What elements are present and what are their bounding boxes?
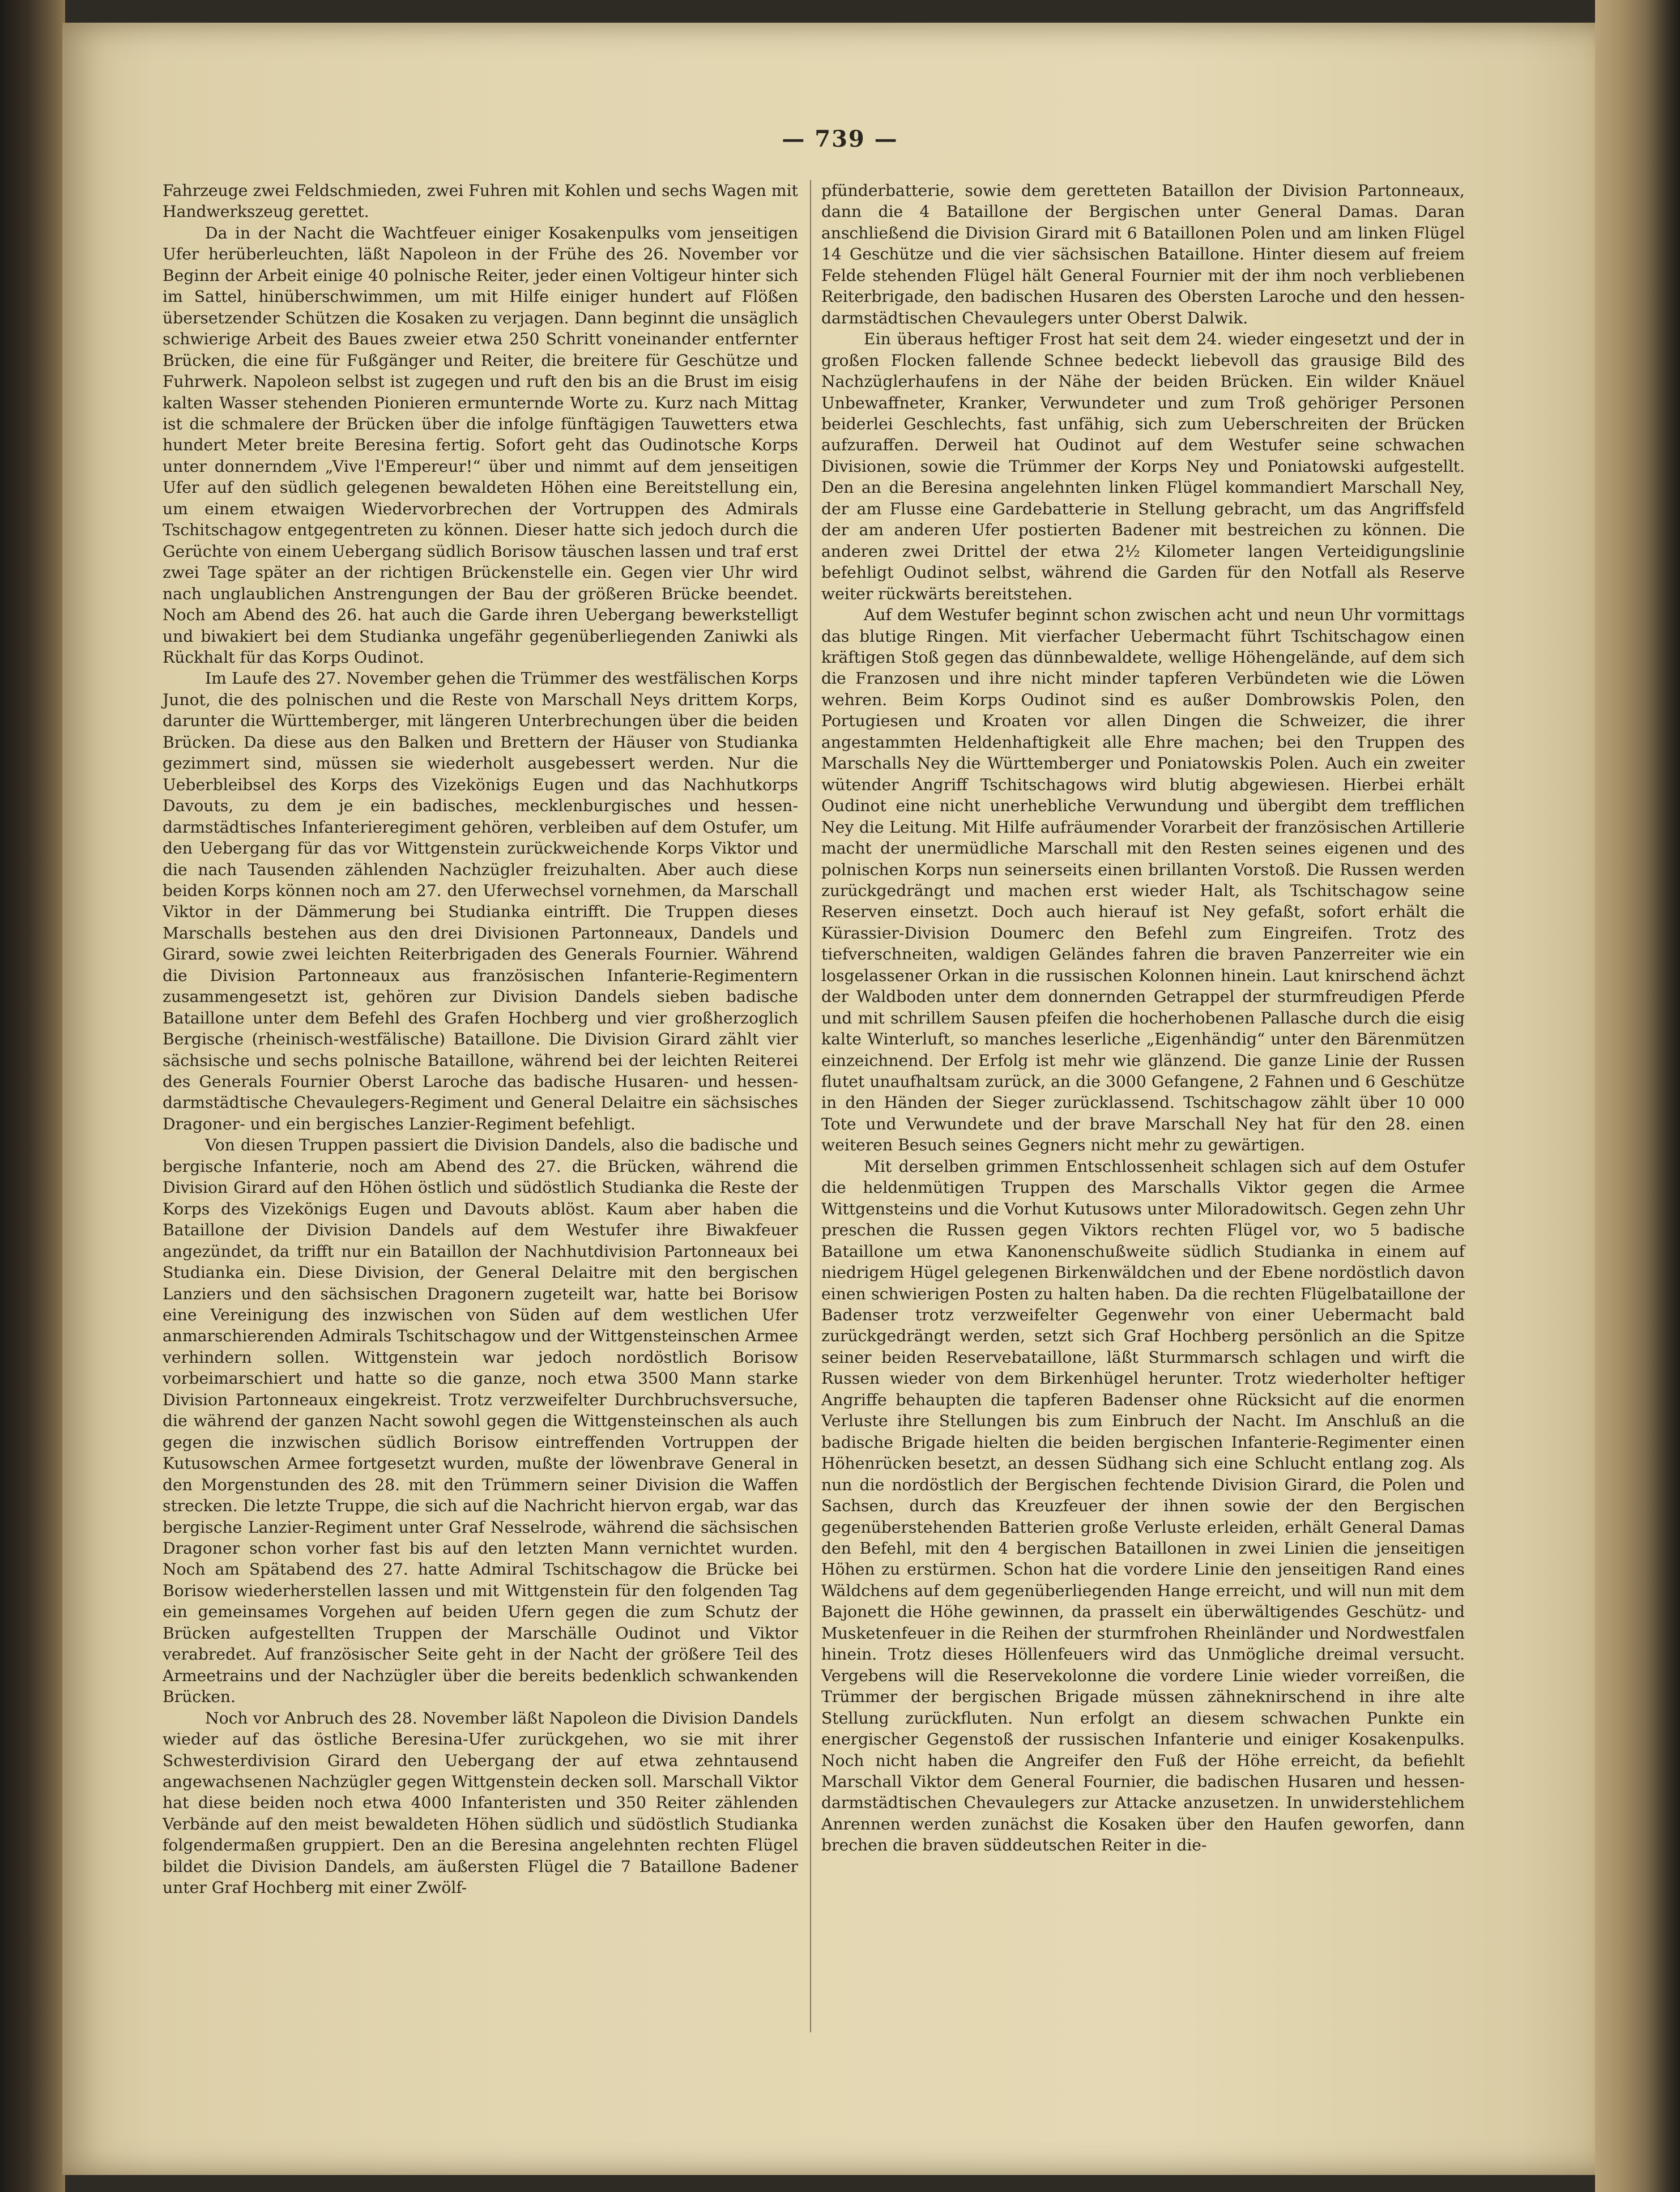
paragraph: pfünderbatterie, sowie dem geretteten Bataillon der Division Partonneaux, dann die 4 Bataillone der Bergischen unter General Damas. Daran anschließend die Division Girard mit 6 Bataillonen Polen und am linken Flügel 14 Geschütze und die vier sächsischen Bataillone. Hinter diesem auf freiem Felde stehenden Flügel hält General Fournier mit der ihm noch verbliebenen Reiterbrigade, den badischen Husaren des Obersten Laroche und den hessen-darmstädtischen Chevaulegers unter Oberst Dalwik. — [821, 181, 1465, 327]
right-column — [821, 180, 1465, 2044]
paragraph: Ein überaus heftiger Frost hat seit dem 24. wieder eingesetzt und der in großen Flocken fallende Schnee bedeckt liebevoll das grausige Bild des Nachzüglerhaufens in der Nähe der beiden Brücken. Ein wilder Knäuel Unbewaffneter, Kranker, Verwundeter und zum Troß gehöriger Personen beiderlei Geschlechts, fast unfähig, sich zum Ueberschreiten der Brücken aufzuraffen. Derweil hat Oudinot auf dem Westufer seine schwachen Divisionen, sowie die Trümmer der Korps Ney und Poniatowski aufgestellt. Den an die Beresina angelehnten linken Flügel kommandiert Marschall Ney, der am Flusse eine Gardebatterie in Stellung gebracht, um das Angriffsfeld der am anderen Ufer postierten Badener mit bestreichen zu können. Die anderen zwei Drittel der etwa 2½ Kilometer langen Verteidigungslinie befehligt Oudinot selbst, während die Garden für den Notfall als Reserve weiter rückwärts bereitstehen. — [821, 330, 1465, 603]
paragraph: Da in der Nacht die Wachtfeuer einiger Kosakenpulks vom jenseitigen Ufer herüberleuchten, läßt Napoleon in der Frühe des 26. November vor Beginn der Arbeit einige 40 polnische Reiter, jeder einen Voltigeur hinter sich im Sattel, hinüberschwimmen, um mit Hilfe einiger hundert auf Flößen übersetzender Schützen die Kosaken zu verjagen. Dann beginnt die unsäglich schwierige Arbeit des Baues zweier etwa 250 Schritt voneinander entfernter Brücken, die eine für Fußgänger und Reiter, die breitere für Geschütze und Fuhrwerk. Napoleon selbst ist zugegen und ruft den bis an die Brust im eisig kalten Wasser stehenden Pionieren ermunternde Worte zu. Kurz nach Mittag ist die schmalere der Brücken über die infolge fünftägigen Tauwetters etwa hundert Meter breite Beresina fertig. Sofort geht das Oudinotsche Korps unter donnerndem „Vive l'Empereur!“ über und nimmt auf dem jenseitigen Ufer auf den südlich gelegenen bewaldeten Höhen eine Bereitstellung ein, um einem etwaigen Wiedervorbrechen der Vortruppen des Admirals Tschitschagow entgegentreten zu können. Dieser hatte sich jedoch durch die Gerüchte von einem Uebergang südlich Borisow täuschen lassen und traf erst zwei Tage später an der richtigen Brückenstelle ein. Gegen vier Uhr wird nach unglaublichen Anstrengungen der Bau der größeren Brücke beendet. Noch am Abend des 26. hat auch die Garde ihren Uebergang bewerkstelligt und biwakiert bei dem Studianka ungefähr gegenüberliegenden Zaniwki als Rückhalt für das Korps Oudinot. — [163, 223, 798, 667]
paragraph: Mit derselben grimmen Entschlossenheit schlagen sich auf dem Ostufer die heldenmütigen Truppen des Marschalls Viktor gegen die Armee Wittgensteins und die Vorhut Kutusows unter Miloradowitsch. Gegen zehn Uhr preschen die Russen gegen Viktors rechten Flügel vor, wo 5 badische Bataillone um etwa Kanonenschußweite südlich Studianka in einem auf niedrigem Hügel gelegenen Birkenwäldchen und der Ebene nordöstlich davon einen schwierigen Posten zu halten haben. Da die rechten Flügelbataillone der Badenser trotz verzweifelter Gegenwehr von einer Uebermacht bald zurückgedrängt werden, setzt sich Graf Hochberg persönlich an die Spitze seiner beiden Reservebataillone, läßt Sturmmarsch schlagen und wirft die Russen wieder von dem Birkenhügel herunter. Trotz wiederholter heftiger Angriffe behaupten die tapferen Badenser ohne Rücksicht auf die enormen Verluste ihre Stellungen bis zum Einbruch der Nacht. Im Anschluß an die badische Brigade hielten die beiden bergischen Infanterie-Regimenter einen Höhenrücken besetzt, an dessen Südhang sich eine Schlucht entlang zog. Als nun die nordöstlich der Bergischen fechtende Division Girard, die Polen und Sachsen, durch das Kreuzfeuer der ihnen sowie der den Bergischen gegenüberstehenden Batterien große Verluste erleiden, erhält General Damas den Befehl, mit den 4 bergischen Bataillonen in zwei Linien die jenseitigen Höhen zu erstürmen. Schon hat die vordere Linie den jenseitigen Rand eines Wäldchens auf dem gegenüberliegenden Hange erreicht, und will nun mit dem Bajonett die Höhe gewinnen, da prasselt ein überwältigendes Geschütz- und Musketenfeuer in die Reihen der sturmfrohen Rheinländer und Nordwestfalen hinein. Trotz dieses Höllenfeuers wird das Unmögliche dreimal versucht. Vergebens will die Reservekolonne die vordere Linie wieder vorreißen, die Trümmer der bergischen Brigade müssen zähneknirschend in ihre alte Stellung zurückfluten. Nun erfolgt an diesem schwachen Punkte ein energischer Gegenstoß der russischen Infanterie und einiger Kosakenpulks. Noch nicht haben die Angreifer den Fuß der Höhe erreicht, da befiehlt Marschall Viktor dem General Fournier, die badischen Husaren und hessen-darmstädtischen Chevaulegers zur Attacke anzusetzen. In unwiderstehlichem Anrennen werden zunächst die Kosaken über den Haufen geworfen, dann brechen die braven süddeutschen Reiter in die- — [821, 1157, 1465, 1855]
left-column — [163, 180, 798, 2044]
paragraph: Noch vor Anbruch des 28. November läßt Napoleon die Division Dandels wieder auf das östliche Beresina-Ufer zurückgehen, wo sie mit ihrer Schwesterdivision Girard den Uebergang der auf etwa zehntausend angewachsenen Nachzügler gegen Wittgenstein decken soll. Marschall Viktor hat diese beiden noch etwa 4000 Infanteristen und 350 Reiter zählenden Verbände auf den meist bewaldeten Höhen südlich und südöstlich Studianka folgendermaßen gruppiert. Den an die Beresina angelehnten rechten Flügel bildet die Division Dandels, am äußersten Flügel die 7 Bataillone Badener unter Graf Hochberg mit einer Zwölf- — [163, 1708, 798, 1897]
book-edge-right — [1595, 0, 1680, 2192]
column-divider — [810, 180, 811, 2032]
paragraph: Von diesen Truppen passiert die Division Dandels, also die badische und bergische Infanterie, noch am Abend des 27. die Brücken, während die Division Girard auf den Höhen östlich und südöstlich Studianka die Reste der Korps des Vizekönigs Eugen und Davouts ablöst. Kaum aber haben die Bataillone der Division Dandels auf dem Westufer ihre Biwakfeuer angezündet, da trifft nur ein Bataillon der Nachhutdivision Partonneaux bei Studianka ein. Diese Division, der General Delaitre mit den bergischen Lanziers und den sächsischen Dragonern zugeteilt war, hatte bei Borisow eine Vereinigung des inzwischen von Süden auf dem westlichen Ufer anmarschierenden Admirals Tschitschagow und der Wittgensteinschen Armee verhindern sollen. Wittgenstein war jedoch nordöstlich Borisow vorbeimarschiert und hatte so die ganze, noch etwa 3500 Mann starke Division Partonneaux eingekreist. Trotz verzweifelter Durchbruchsversuche, die während der ganzen Nacht sowohl gegen die Wittgensteinschen als auch gegen die inzwischen südlich Borisow eintreffenden Vortruppen der Kutusowschen Armee fortgesetzt wurden, mußte der löwenbrave General in den Morgenstunden des 28. mit den Trümmern seiner Division die Waffen strecken. Die letzte Truppe, die sich auf die Nachricht hiervon ergab, war das bergische Lanzier-Regiment unter Graf Nesselrode, während die sächsischen Dragoner schon vorher fast bis auf den letzten Mann vernichtet wurden. Noch am Spätabend des 27. hatte Admiral Tschitschagow die Brücke bei Borisow wiederherstellen lassen und mit Wittgenstein für den folgenden Tag ein gemeinsames Vorgehen auf beiden Ufern gegen die zum Schutz der Brücken aufgestellten Truppen der Marschälle Oudinot und Viktor verabredet. Auf französischer Seite geht in der Nacht der größere Teil des Armeetrains und der Nachzügler über die bereits bedenklich schwankenden Brücken. — [163, 1136, 798, 1707]
paragraph: Auf dem Westufer beginnt schon zwischen acht und neun Uhr vormittags das blutige Ringen. Mit vierfacher Uebermacht führt Tschitschagow einen kräftigen Stoß gegen das dünnbewaldete, wellige Höhengelände, auf dem sich die Franzosen und ihre nicht minder tapferen Verbündeten wie die Löwen wehren. Beim Korps Oudinot sind es außer Dombrowskis Polen, den Portugiesen und Kroaten vor allen Dingen die Schweizer, die ihrer angestammten Heldenhaftigkeit alle Ehre machen; bei den Truppen des Marschalls Ney die Württemberger und Poniatowskis Polen. Auch ein zweiter wütender Angriff Tschitschagows wird blutig abgewiesen. Hierbei erhält Oudinot eine nicht unerhebliche Verwundung und übergibt dem trefflichen Ney die Leitung. Mit Hilfe aufräumender Vorarbeit der französischen Artillerie macht der unermüdliche Marschall mit den Resten seines eigenen und des polnischen Korps nun seinerseits einen brillanten Vorstoß. Die Russen werden zurückgedrängt und machen erst wieder Halt, als Tschitschagow seine Reserven einsetzt. Doch auch hierauf ist Ney gefaßt, sofort erhält die Kürassier-Division Doumerc den Befehl zum Eingreifen. Trotz des tiefverschneiten, waldigen Geländes fahren die braven Panzerreiter wie ein losgelassener Orkan in die russischen Kolonnen hinein. Laut knirschend ächzt der Waldboden unter dem donnernden Getrappel der sturmfreudigen Pferde und mit schrillem Sausen pfeifen die hocherhobenen Pallasche durch die eisig kalte Winterluft, so manches leserliche „Eigenhändig“ unter den Bärenmützen einzeichnend. Der Erfolg ist mehr wie glänzend. Die ganze Linie der Russen flutet unaufhaltsam zurück, an die 3000 Gefangene, 2 Fahnen und 6 Geschütze in den Händen der Sieger zurücklassend. Tschitschagow zählt über 10 000 Tote und Verwundete und der brave Marschall Ney hat für den 28. einen weiteren Besuch seines Gegners nicht mehr zu gewärtigen. — [821, 605, 1465, 1155]
paragraph: Fahrzeuge zwei Feldschmieden, zwei Fuhren mit Kohlen und sechs Wagen mit Handwerkszeug gerettet. — [163, 181, 798, 221]
page-number: — 739 — — [782, 126, 898, 152]
book-edge-left — [0, 0, 65, 2192]
paragraph: Im Laufe des 27. November gehen die Trümmer des westfälischen Korps Junot, die des polnischen und die Reste von Marschall Neys drittem Korps, darunter die Württemberger, mit längeren Unterbrechungen über die beiden Brücken. Da diese aus den Balken und Brettern der Häuser von Studianka gezimmert sind, müssen sie wiederholt ausgebessert werden. Nur die Ueberbleibsel des Korps des Vizekönigs Eugen und das Nachhutkorps Davouts, zu dem je ein badisches, mecklenburgisches und hessen-darmstädtisches Infanterieregiment gehören, verbleiben auf dem Ostufer, um den Uebergang für das vor Wittgenstein zurückweichende Korps Viktor und die nach Tausenden zählenden Nachzügler freizuhalten. Aber auch diese beiden Korps können noch am 27. den Uferwechsel vornehmen, da Marschall Viktor in der Dämmerung bei Studianka eintrifft. Die Truppen dieses Marschalls bestehen aus den drei Divisionen Partonneaux, Dandels und Girard, sowie zwei leichten Reiterbrigaden des Generals Fournier. Während die Division Partonneaux aus französischen Infanterie-Regimentern zusammengesetzt ist, gehören zur Division Dandels sieben badische Bataillone unter dem Befehl des Grafen Hochberg und vier großherzoglich Bergische (rheinisch-westfälische) Bataillone. Die Division Girard zählt vier sächsische und sechs polnische Bataillone, während bei der leichten Reiterei des Generals Fournier Oberst Laroche das badische Husaren- und hessen-darmstädtische Chevaulegers-Regiment und General Delaitre ein sächsisches Dragoner- und ein bergisches Lanzier-Regiment befehligt. — [163, 669, 798, 1133]
